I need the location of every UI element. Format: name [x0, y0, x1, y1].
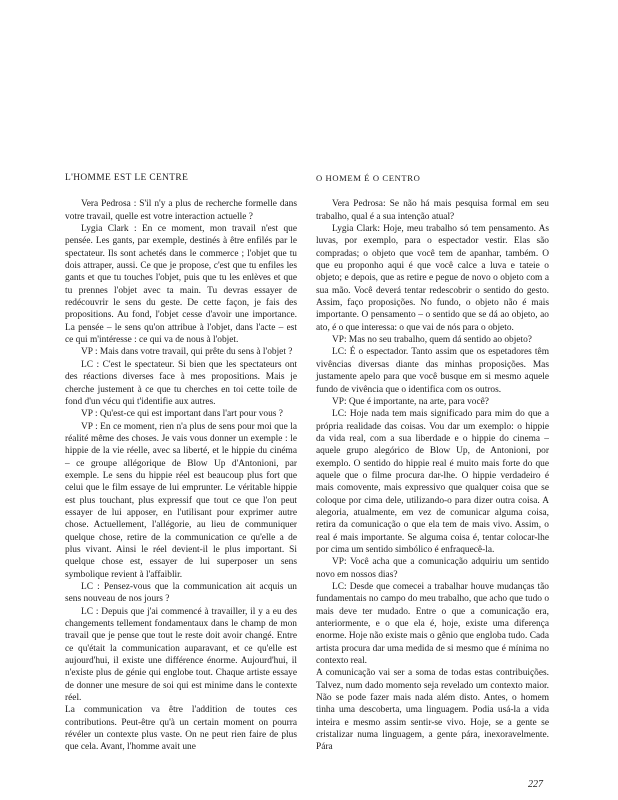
page-number: 227 — [528, 779, 543, 790]
paragraph: VP : En ce moment, rien n'a plus de sens pour moi que la réalité même des choses. Je vais vous donner un exemple : le hippie de la vie réelle, avec sa liberté, et le hippie du cinéma – ce groupe allégorique de Blow Up d'Antonioni, par exemple. Le sens du hippie réel est beaucoup plus fort que celui que le film essaye de lui emprunter. Le véritable hippie est plus touchant, plus expressif que tout ce que l'on peut essayer de lui apposer, en l'utilisant pour exprimer autre chose. Actuellement, l'allégorie, au lieu de communiquer quelque chose, retire de la communication ce qu'elle a de plus vivant. Ainsi le réel devient-il le plus important. Si quelque chose est, essayer de lui superposer un sens symbolique revient à l'affaiblir. — [65, 421, 297, 580]
paragraph: Vera Pedrosa: Se não há mais pesquisa formal em seu trabalho, qual é a sua intenção atual? — [316, 199, 549, 222]
paragraph: Lygia Clark : En ce moment, mon travail n'est que pensée. Les gants, par exemple, destinés à être enfilés par le spectateur. Ils sont achetés dans le commerce ; l'objet que tu dois attraper, aussi. Ce que je propose, c'est que tu enfiles les gants et que tu touches l'objet, puis que tu les enlèves et que tu prennes l'objet avec ta main. Tu devras essayer de redécouvrir le sens du geste. De cette façon, je fais des propositions. Au fond, l'objet cesse d'avoir une importance. La pensée – le sens qu'on attribue à l'objet, dans l'acte – est ce qui m'intéresse : ce qui va de nous à l'objet. — [65, 224, 297, 346]
portuguese-column-title: O HOMEM É O CENTRO — [316, 173, 421, 183]
paragraph: LC : Pensez-vous que la communication ait acquis un sens nouveau de nos jours ? — [65, 582, 297, 605]
paragraph: LC: É o espectador. Tanto assim que os espetadores têm vivências diversas diante das minhas proposições. Mas justamente apelo para que você busque em si mesmo aquele fundo de vivência que o identifica com os outros. — [316, 347, 549, 395]
paragraph: La communication va être l'addition de toutes ces contributions. Peut-être qu'à un certain moment on pourra révéler un contexte plus vaste. On ne peut rien faire de plus que cela. Avant, l'homme avait une — [65, 705, 297, 753]
paragraph: VP: Mas no seu trabalho, quem dá sentido ao objeto? — [332, 335, 532, 346]
paragraph: A comunicação vai ser a soma de todas estas contribuições. Talvez, num dado momento seja revelado um contexto maior. Não se pode fazer mais nada além disto. Antes, o homem tinha uma descoberta, uma linguagem. Podia usá-la a vida inteira e mesmo assim sentir-se vivo. Hoje, se a gente se cristalizar numa linguagem, a gente pára, inexoravelmente. Pára — [316, 668, 549, 753]
paragraph: Lygia Clark: Hoje, meu trabalho só tem pensamento. As luvas, por exemplo, para o espectador vestir. Elas são compradas; o objeto que você tem de apanhar, também. O que eu proponho aqui é que você calce a luva e tateie o objeto; e depois, que as retire e pegue de novo o objeto com a sua mão. Você deverá tentar redescobrir o sentido do gesto. Assim, faço proposições. No fundo, o objeto não é mais importante. O pensamento – o sentido que se dá ao objeto, ao ato, é o que interessa: o que vai de nós para o objeto. — [316, 224, 549, 333]
paragraph: Vera Pedrosa : S'il n'y a plus de recherche formelle dans votre travail, quelle est votre interaction actuelle ? — [65, 199, 297, 222]
paragraph: VP: Que é importante, na arte, para você? — [332, 396, 489, 407]
paragraph: LC : Depuis que j'ai commencé à travailler, il y a eu des changements tellement fondamentaux dans le champ de mon travail que je pense que tout le reste doit avoir changé. Entre ce qu'était la communication auparavant, et ce qu'elle est aujourd'hui, il existe une différence énorme. Aujourd'hui, il n'existe plus de génie qui englobe tout. Chaque artiste essaye de donner une mesure de soi qui est minime dans le contexte réel. — [65, 606, 297, 704]
paragraph: LC: Hoje nada tem mais significado para mim do que a própria realidade das coisas. Vou dar um exemplo: o hippie da vida real, com a sua liberdade e o hippie do cinema – aquele grupo alegórico de Blow Up, de Antonioni, por exemplo. O sentido do hippie real é muito mais forte do que aquele que o filme procura dar-lhe. O hippie verdadeiro é mais comovente, mais expressivo que qualquer coisa que se coloque por cima dele, utilizando-o para dizer outra coisa. A alegoria, atualmente, em vez de comunicar alguma coisa, retira da comunicação o que ela tem de mais vivo. Assim, o real é mais importante. Se alguma coisa é, tentar colocar-lhe por cima um sentido simbólico é enfraquecê-la. — [316, 409, 549, 555]
paragraph: VP : Qu'est-ce qui est important dans l'art pour vous ? — [81, 409, 283, 420]
paragraph: VP : Mais dans votre travail, qui prête du sens à l'objet ? — [81, 347, 293, 358]
french-column — [65, 172, 297, 754]
paragraph: LC : C'est le spectateur. Si bien que les spectateurs ont des réactions diverses face à mes propositions. Mais je cherche justement à ce que tu cherches en toi cette toile de fond d'un vécu qui t'identifie aux autres. — [65, 359, 297, 407]
french-column-title: L'HOMME EST LE CENTRE — [65, 173, 189, 183]
paragraph: LC: Desde que comecei a trabalhar houve mudanças tão fundamentais no campo do meu trabalho, que acho que tudo o mais deve ter mudado. Entre o que a comunicação era, anteriormente, e o que ela é, hoje, existe uma diferença enorme. Hoje não existe mais o gênio que engloba tudo. Cada artista procura dar uma medida de si mesmo que é mínima no contexto real. — [316, 582, 550, 667]
paragraph: VP: Você acha que a comunicação adquiriu um sentido novo em nossos dias? — [316, 557, 549, 580]
portuguese-column — [316, 172, 549, 754]
